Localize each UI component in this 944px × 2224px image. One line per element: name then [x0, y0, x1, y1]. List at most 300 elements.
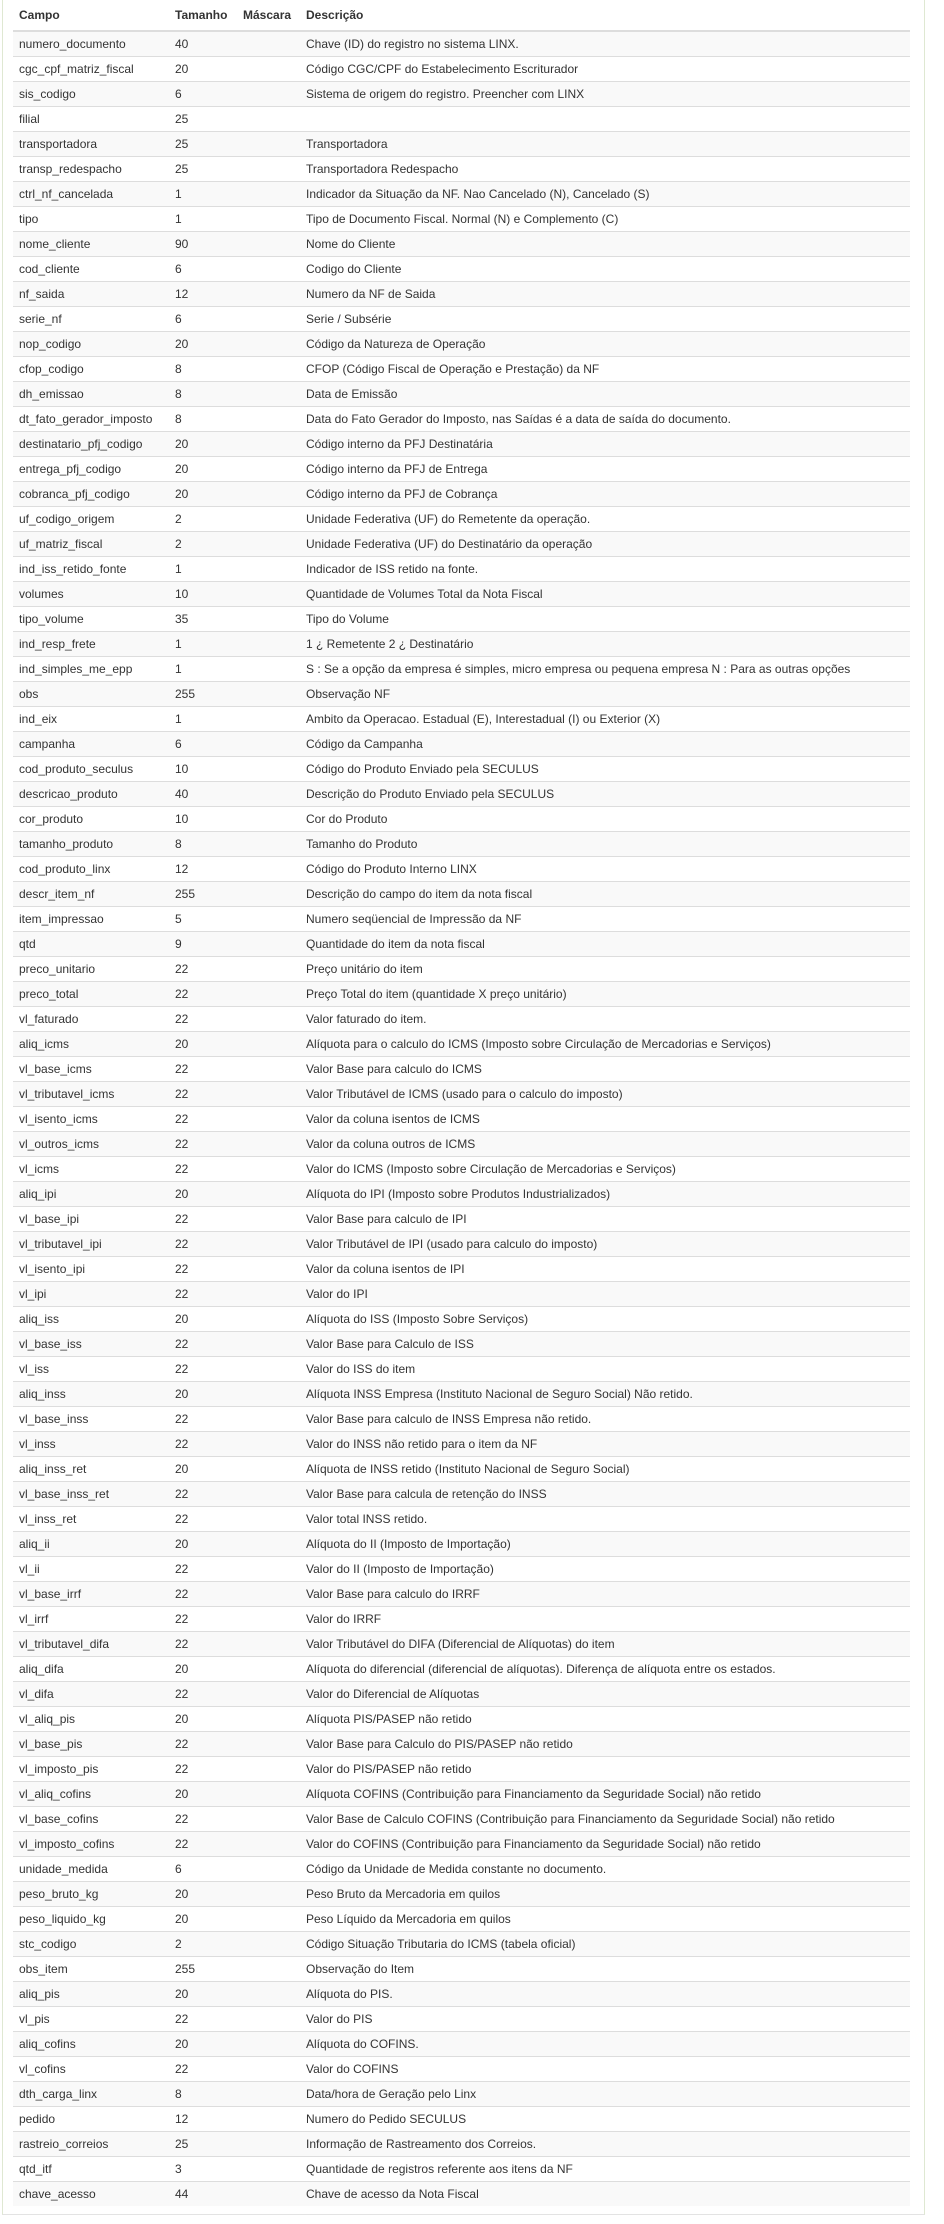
cell-mascara — [237, 2107, 300, 2132]
cell-tamanho: 20 — [169, 1782, 237, 1807]
table-row — [13, 1307, 910, 1332]
cell-campo: vl_imposto_pis — [13, 1757, 169, 1782]
cell-campo: preco_total — [13, 982, 169, 1007]
table-row — [13, 982, 910, 1007]
cell-mascara — [237, 1032, 300, 1057]
table-row — [13, 82, 910, 107]
cell-mascara — [237, 682, 300, 707]
table-row — [13, 1107, 910, 1132]
cell-descricao: Valor total INSS retido. — [300, 1507, 910, 1532]
cell-mascara — [237, 82, 300, 107]
cell-campo: vl_inss — [13, 1432, 169, 1457]
table-row — [13, 632, 910, 657]
cell-mascara — [237, 1632, 300, 1657]
cell-descricao: Valor Tributável de IPI (usado para calculo do imposto) — [300, 1232, 910, 1257]
cell-mascara — [237, 1382, 300, 1407]
cell-campo: uf_codigo_origem — [13, 507, 169, 532]
cell-mascara — [237, 1732, 300, 1757]
cell-tamanho: 25 — [169, 2132, 237, 2157]
cell-tamanho: 22 — [169, 1582, 237, 1607]
table-row — [13, 207, 910, 232]
table-row — [13, 2082, 910, 2107]
cell-descricao: Alíquota do COFINS. — [300, 2032, 910, 2057]
table-row — [13, 507, 910, 532]
cell-descricao: Alíquota do diferencial (diferencial de alíquotas). Diferença de alíquota entre os estados. — [300, 1657, 910, 1682]
cell-tamanho: 10 — [169, 582, 237, 607]
cell-descricao: Valor Base de Calculo COFINS (Contribuição para Financiamento da Seguridade Social) não retido — [300, 1807, 910, 1832]
cell-campo: vl_iss — [13, 1357, 169, 1382]
cell-descricao: Alíquota para o calculo do ICMS (Imposto sobre Circulação de Mercadorias e Serviços) — [300, 1032, 910, 1057]
cell-campo: obs_item — [13, 1957, 169, 1982]
cell-campo: aliq_difa — [13, 1657, 169, 1682]
cell-descricao: Valor Tributável do DIFA (Diferencial de Alíquotas) do item — [300, 1632, 910, 1657]
cell-campo: vl_ipi — [13, 1282, 169, 1307]
header-descricao: Descrição — [300, 0, 910, 31]
cell-tamanho: 3 — [169, 2157, 237, 2182]
cell-mascara — [237, 1457, 300, 1482]
table-row — [13, 882, 910, 907]
cell-descricao: Codigo do Cliente — [300, 257, 910, 282]
cell-tamanho: 22 — [169, 1007, 237, 1032]
cell-mascara — [237, 957, 300, 982]
cell-mascara — [237, 1182, 300, 1207]
cell-descricao: Alíquota do IPI (Imposto sobre Produtos Industrializados) — [300, 1182, 910, 1207]
cell-tamanho: 22 — [169, 957, 237, 982]
cell-campo: qtd_itf — [13, 2157, 169, 2182]
cell-campo: transportadora — [13, 132, 169, 157]
table-row — [13, 1982, 910, 2007]
cell-tamanho: 12 — [169, 2107, 237, 2132]
cell-mascara — [237, 1482, 300, 1507]
cell-mascara — [237, 1882, 300, 1907]
cell-campo: aliq_iss — [13, 1307, 169, 1332]
cell-campo: tamanho_produto — [13, 832, 169, 857]
cell-descricao: Transportadora Redespacho — [300, 157, 910, 182]
cell-descricao: Data/hora de Geração pelo Linx — [300, 2082, 910, 2107]
cell-tamanho: 8 — [169, 2082, 237, 2107]
table-row — [13, 1682, 910, 1707]
cell-tamanho: 35 — [169, 607, 237, 632]
cell-descricao: Quantidade de Volumes Total da Nota Fiscal — [300, 582, 910, 607]
table-row — [13, 2107, 910, 2132]
cell-mascara — [237, 582, 300, 607]
cell-tamanho: 2 — [169, 532, 237, 557]
table-row — [13, 1057, 910, 1082]
header-mascara: Máscara — [237, 0, 300, 31]
cell-campo: sis_codigo — [13, 82, 169, 107]
cell-descricao: Alíquota do II (Imposto de Importação) — [300, 1532, 910, 1557]
cell-mascara — [237, 1582, 300, 1607]
cell-mascara — [237, 1957, 300, 1982]
field-table — [13, 0, 910, 2206]
table-row — [13, 1507, 910, 1532]
cell-descricao: Preço Total do item (quantidade X preço unitário) — [300, 982, 910, 1007]
cell-tamanho: 20 — [169, 332, 237, 357]
cell-tamanho: 9 — [169, 932, 237, 957]
cell-descricao: Observação do Item — [300, 1957, 910, 1982]
cell-tamanho: 40 — [169, 31, 237, 57]
cell-campo: cobranca_pfj_codigo — [13, 482, 169, 507]
cell-tamanho: 22 — [169, 1632, 237, 1657]
cell-descricao: Descrição do Produto Enviado pela SECULUS — [300, 782, 910, 807]
header-tamanho: Tamanho — [169, 0, 237, 31]
table-row — [13, 357, 910, 382]
cell-mascara — [237, 1307, 300, 1332]
cell-tamanho: 8 — [169, 382, 237, 407]
cell-tamanho: 20 — [169, 1382, 237, 1407]
cell-descricao: Chave de acesso da Nota Fiscal — [300, 2182, 910, 2207]
cell-campo: vl_tributavel_ipi — [13, 1232, 169, 1257]
cell-tamanho: 20 — [169, 1307, 237, 1332]
table-row — [13, 707, 910, 732]
cell-descricao: Código interno da PFJ Destinatária — [300, 432, 910, 457]
cell-campo: cod_produto_seculus — [13, 757, 169, 782]
cell-mascara — [237, 632, 300, 657]
table-header-row — [13, 0, 910, 31]
cell-campo: vl_base_icms — [13, 1057, 169, 1082]
table-row — [13, 1807, 910, 1832]
cell-campo: vl_aliq_pis — [13, 1707, 169, 1732]
cell-campo: entrega_pfj_codigo — [13, 457, 169, 482]
cell-tamanho: 22 — [169, 1407, 237, 1432]
cell-mascara — [237, 1357, 300, 1382]
cell-campo: cor_produto — [13, 807, 169, 832]
cell-mascara — [237, 1057, 300, 1082]
cell-tamanho: 20 — [169, 1657, 237, 1682]
cell-mascara — [237, 1857, 300, 1882]
cell-campo: vl_imposto_cofins — [13, 1832, 169, 1857]
cell-tamanho: 20 — [169, 482, 237, 507]
table-row — [13, 107, 910, 132]
table-row — [13, 582, 910, 607]
table-row — [13, 907, 910, 932]
cell-mascara — [237, 57, 300, 82]
cell-campo: vl_base_irrf — [13, 1582, 169, 1607]
cell-mascara — [237, 1282, 300, 1307]
table-row — [13, 1632, 910, 1657]
cell-mascara — [237, 1082, 300, 1107]
cell-tamanho: 20 — [169, 57, 237, 82]
cell-mascara — [237, 2157, 300, 2182]
cell-tamanho: 22 — [169, 982, 237, 1007]
cell-descricao: Código da Campanha — [300, 732, 910, 757]
cell-campo: stc_codigo — [13, 1932, 169, 1957]
cell-descricao: Peso Bruto da Mercadoria em quilos — [300, 1882, 910, 1907]
cell-tamanho: 40 — [169, 782, 237, 807]
table-row — [13, 132, 910, 157]
table-row — [13, 1207, 910, 1232]
cell-tamanho: 22 — [169, 1157, 237, 1182]
cell-tamanho: 1 — [169, 632, 237, 657]
cell-descricao: Alíquota INSS Empresa (Instituto Nacional de Seguro Social) Não retido. — [300, 1382, 910, 1407]
table-row — [13, 832, 910, 857]
cell-campo: ind_resp_frete — [13, 632, 169, 657]
cell-tamanho: 20 — [169, 1907, 237, 1932]
cell-mascara — [237, 282, 300, 307]
cell-mascara — [237, 1407, 300, 1432]
cell-descricao: Valor Tributável de ICMS (usado para o calculo do imposto) — [300, 1082, 910, 1107]
cell-mascara — [237, 1507, 300, 1532]
table-row — [13, 1532, 910, 1557]
cell-mascara — [237, 657, 300, 682]
cell-descricao: Indicador de ISS retido na fonte. — [300, 557, 910, 582]
table-row — [13, 857, 910, 882]
cell-campo: vl_tributavel_icms — [13, 1082, 169, 1107]
cell-campo: vl_outros_icms — [13, 1132, 169, 1157]
cell-mascara — [237, 1107, 300, 1132]
cell-tamanho: 12 — [169, 282, 237, 307]
header-campo: Campo — [13, 0, 169, 31]
cell-campo: unidade_medida — [13, 1857, 169, 1882]
cell-campo: peso_bruto_kg — [13, 1882, 169, 1907]
table-row — [13, 682, 910, 707]
cell-descricao: Quantidade do item da nota fiscal — [300, 932, 910, 957]
cell-mascara — [237, 2057, 300, 2082]
cell-campo: ind_simples_me_epp — [13, 657, 169, 682]
cell-mascara — [237, 1132, 300, 1157]
cell-campo: vl_base_cofins — [13, 1807, 169, 1832]
cell-campo: rastreio_correios — [13, 2132, 169, 2157]
cell-tamanho: 22 — [169, 1207, 237, 1232]
cell-tamanho: 255 — [169, 882, 237, 907]
cell-tamanho: 6 — [169, 307, 237, 332]
cell-campo: vl_base_iss — [13, 1332, 169, 1357]
cell-mascara — [237, 1982, 300, 2007]
table-row — [13, 807, 910, 832]
cell-mascara — [237, 1832, 300, 1857]
cell-mascara — [237, 982, 300, 1007]
cell-campo: vl_base_ipi — [13, 1207, 169, 1232]
cell-campo: vl_base_inss — [13, 1407, 169, 1432]
cell-campo: vl_pis — [13, 2007, 169, 2032]
table-row — [13, 1782, 910, 1807]
cell-mascara — [237, 1682, 300, 1707]
cell-descricao: Chave (ID) do registro no sistema LINX. — [300, 31, 910, 57]
cell-campo: vl_isento_icms — [13, 1107, 169, 1132]
cell-campo: preco_unitario — [13, 957, 169, 982]
cell-descricao: Valor da coluna outros de ICMS — [300, 1132, 910, 1157]
table-row — [13, 1332, 910, 1357]
cell-tamanho: 10 — [169, 807, 237, 832]
cell-tamanho: 12 — [169, 857, 237, 882]
cell-descricao: Código CGC/CPF do Estabelecimento Escriturador — [300, 57, 910, 82]
cell-tamanho: 20 — [169, 1032, 237, 1057]
cell-campo: obs — [13, 682, 169, 707]
cell-mascara — [237, 832, 300, 857]
cell-mascara — [237, 557, 300, 582]
cell-tamanho: 25 — [169, 132, 237, 157]
table-row — [13, 1957, 910, 1982]
cell-descricao: Data de Emissão — [300, 382, 910, 407]
cell-descricao: Alíquota PIS/PASEP não retido — [300, 1707, 910, 1732]
table-row — [13, 382, 910, 407]
cell-campo: descr_item_nf — [13, 882, 169, 907]
cell-tamanho: 20 — [169, 432, 237, 457]
cell-mascara — [237, 157, 300, 182]
cell-descricao: Valor do PIS/PASEP não retido — [300, 1757, 910, 1782]
cell-descricao: Informação de Rastreamento dos Correios. — [300, 2132, 910, 2157]
cell-mascara — [237, 207, 300, 232]
cell-campo: aliq_ii — [13, 1532, 169, 1557]
cell-tamanho: 22 — [169, 1757, 237, 1782]
cell-mascara — [237, 257, 300, 282]
cell-campo: serie_nf — [13, 307, 169, 332]
cell-tamanho: 22 — [169, 1482, 237, 1507]
cell-tamanho: 20 — [169, 1882, 237, 1907]
cell-mascara — [237, 2007, 300, 2032]
cell-tamanho: 22 — [169, 1557, 237, 1582]
table-row — [13, 1932, 910, 1957]
cell-campo: tipo — [13, 207, 169, 232]
table-row — [13, 1857, 910, 1882]
cell-descricao: Ambito da Operacao. Estadual (E), Interestadual (I) ou Exterior (X) — [300, 707, 910, 732]
table-row — [13, 2132, 910, 2157]
table-row — [13, 282, 910, 307]
table-row — [13, 1457, 910, 1482]
cell-campo: vl_icms — [13, 1157, 169, 1182]
cell-tamanho: 22 — [169, 1607, 237, 1632]
cell-descricao: Código Situação Tributaria do ICMS (tabela oficial) — [300, 1932, 910, 1957]
table-row — [13, 1157, 910, 1182]
cell-tamanho: 20 — [169, 1982, 237, 2007]
table-row — [13, 307, 910, 332]
cell-campo: qtd — [13, 932, 169, 957]
cell-descricao: Valor do IPI — [300, 1282, 910, 1307]
cell-tamanho: 1 — [169, 707, 237, 732]
table-row — [13, 1382, 910, 1407]
cell-mascara — [237, 532, 300, 557]
cell-campo: item_impressao — [13, 907, 169, 932]
cell-mascara — [237, 382, 300, 407]
cell-mascara — [237, 1232, 300, 1257]
cell-mascara — [237, 1607, 300, 1632]
cell-descricao — [300, 107, 910, 132]
cell-descricao: Alíquota de INSS retido (Instituto Nacional de Seguro Social) — [300, 1457, 910, 1482]
cell-descricao: Valor Base para Calculo do PIS/PASEP não retido — [300, 1732, 910, 1757]
cell-campo: vl_faturado — [13, 1007, 169, 1032]
table-row — [13, 332, 910, 357]
cell-mascara — [237, 232, 300, 257]
table-row — [13, 657, 910, 682]
cell-mascara — [237, 332, 300, 357]
cell-mascara — [237, 1782, 300, 1807]
table-row — [13, 457, 910, 482]
cell-descricao: Alíquota do PIS. — [300, 1982, 910, 2007]
table-row — [13, 1357, 910, 1382]
cell-mascara — [237, 807, 300, 832]
cell-campo: vl_ii — [13, 1557, 169, 1582]
table-row — [13, 482, 910, 507]
table-row — [13, 232, 910, 257]
cell-campo: vl_aliq_cofins — [13, 1782, 169, 1807]
cell-descricao: Valor Base para Calculo de ISS — [300, 1332, 910, 1357]
cell-campo: ctrl_nf_cancelada — [13, 182, 169, 207]
cell-mascara — [237, 357, 300, 382]
cell-descricao: Valor do ISS do item — [300, 1357, 910, 1382]
cell-descricao: Data do Fato Gerador do Imposto, nas Saídas é a data de saída do documento. — [300, 407, 910, 432]
cell-descricao: Valor da coluna isentos de IPI — [300, 1257, 910, 1282]
table-row — [13, 1732, 910, 1757]
cell-tamanho: 22 — [169, 1132, 237, 1157]
cell-tamanho: 25 — [169, 107, 237, 132]
cell-tamanho: 22 — [169, 1732, 237, 1757]
cell-mascara — [237, 2032, 300, 2057]
table-body — [13, 31, 910, 2206]
cell-campo: aliq_icms — [13, 1032, 169, 1057]
cell-descricao: CFOP (Código Fiscal de Operação e Prestação) da NF — [300, 357, 910, 382]
cell-campo: vl_inss_ret — [13, 1507, 169, 1532]
table-row — [13, 2007, 910, 2032]
cell-tamanho: 22 — [169, 2007, 237, 2032]
cell-descricao: Código da Unidade de Medida constante no documento. — [300, 1857, 910, 1882]
cell-descricao: Unidade Federativa (UF) do Remetente da operação. — [300, 507, 910, 532]
cell-tamanho: 20 — [169, 2032, 237, 2057]
cell-mascara — [237, 1707, 300, 1732]
cell-descricao: Valor do COFINS (Contribuição para Financiamento da Seguridade Social) não retido — [300, 1832, 910, 1857]
cell-tamanho: 22 — [169, 1357, 237, 1382]
cell-tamanho: 8 — [169, 357, 237, 382]
cell-mascara — [237, 1432, 300, 1457]
cell-descricao: Valor do Diferencial de Alíquotas — [300, 1682, 910, 1707]
cell-mascara — [237, 1932, 300, 1957]
table-row — [13, 1432, 910, 1457]
cell-tamanho: 22 — [169, 2057, 237, 2082]
cell-descricao: Unidade Federativa (UF) do Destinatário da operação — [300, 532, 910, 557]
cell-mascara — [237, 1332, 300, 1357]
cell-campo: nome_cliente — [13, 232, 169, 257]
cell-mascara — [237, 1807, 300, 1832]
cell-campo: tipo_volume — [13, 607, 169, 632]
table-row — [13, 532, 910, 557]
cell-descricao: Valor Base para calculo do ICMS — [300, 1057, 910, 1082]
cell-tamanho: 2 — [169, 1932, 237, 1957]
cell-descricao: Nome do Cliente — [300, 232, 910, 257]
table-row — [13, 1882, 910, 1907]
cell-descricao: Código do Produto Interno LINX — [300, 857, 910, 882]
cell-mascara — [237, 1207, 300, 1232]
cell-descricao: S : Se a opção da empresa é simples, micro empresa ou pequena empresa N : Para as outras opções — [300, 657, 910, 682]
cell-mascara — [237, 732, 300, 757]
cell-descricao: Tipo do Volume — [300, 607, 910, 632]
cell-campo: nop_codigo — [13, 332, 169, 357]
cell-tamanho: 255 — [169, 1957, 237, 1982]
table-row — [13, 1832, 910, 1857]
table-row — [13, 782, 910, 807]
cell-descricao: Valor Base para calculo de INSS Empresa não retido. — [300, 1407, 910, 1432]
table-row — [13, 607, 910, 632]
cell-tamanho: 20 — [169, 1182, 237, 1207]
cell-mascara — [237, 907, 300, 932]
cell-campo: dh_emissao — [13, 382, 169, 407]
table-row — [13, 1257, 910, 1282]
cell-tamanho: 22 — [169, 1507, 237, 1532]
cell-tamanho: 22 — [169, 1432, 237, 1457]
cell-campo: destinatario_pfj_codigo — [13, 432, 169, 457]
cell-mascara — [237, 507, 300, 532]
cell-mascara — [237, 107, 300, 132]
cell-mascara — [237, 707, 300, 732]
table-row — [13, 1482, 910, 1507]
cell-campo: vl_isento_ipi — [13, 1257, 169, 1282]
table-row — [13, 1282, 910, 1307]
cell-tamanho: 2 — [169, 507, 237, 532]
table-row — [13, 257, 910, 282]
cell-tamanho: 6 — [169, 1857, 237, 1882]
cell-tamanho: 22 — [169, 1107, 237, 1132]
cell-campo: volumes — [13, 582, 169, 607]
cell-tamanho: 22 — [169, 1257, 237, 1282]
cell-tamanho: 22 — [169, 1682, 237, 1707]
